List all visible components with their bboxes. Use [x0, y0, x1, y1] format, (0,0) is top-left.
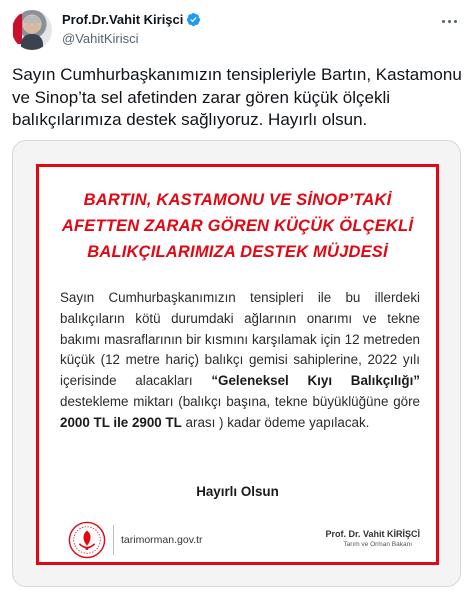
body-end: arası ) kadar ödeme yapılacak.: [181, 414, 370, 430]
tweet-header: [12, 10, 461, 50]
body-middle: destekleme miktarı (balıkçı başına, tekne büyüklüğüne göre: [60, 393, 420, 409]
tweet-text: Sayın Cumhurbaşkanımızın tensipleriyle Bartın, Kastamonu ve Sinop’ta sel afetinden zarar gören küçük ölçekli balıkçılarımıza destek sağlıyoruz. Hayırlı olsun.: [12, 65, 462, 129]
announcement-card: [36, 164, 439, 565]
ministry-seal-icon: [68, 521, 106, 559]
signature-name: Prof. Dr. Vahit KİRİŞCİ: [325, 529, 420, 539]
signature-title: Tarım ve Orman Bakanı: [343, 541, 412, 548]
footer-divider: [113, 525, 114, 555]
support-amount: 2000 TL ile 2900 TL: [60, 414, 182, 430]
headline-line: AFETTEN ZARAR GÖREN KÜÇÜK ÖLÇEKLİ: [61, 217, 414, 235]
greeting: Hayırlı Olsun: [196, 484, 279, 499]
program-name: “Geleneksel Kıyı Balıkçılığı”: [211, 373, 420, 389]
announcement-body: [60, 288, 420, 434]
headline-line: BALIKÇILARIMIZA DESTEK MÜJDESİ: [87, 243, 388, 261]
author-name-row[interactable]: [62, 12, 201, 27]
ministry-website: tarimorman.gov.tr: [121, 534, 203, 546]
avatar[interactable]: [12, 10, 52, 50]
announcement-headline: [39, 187, 436, 265]
body-intro: Sayın Cumhurbaşkanımızın tensipleri ile bu illerdeki balıkçıların kötü durumdaki ağlarının onarımı ve tekne bakımı masraflarının bir kısmını karşılamak için 12 metreden küçük (12 metre hariç) balıkçı gemisi sahiplerine, 2022 yılı içerisinde alacakları: [60, 290, 420, 389]
more-options-icon[interactable]: [439, 16, 459, 26]
headline-line: BARTIN, KASTAMONU VE SİNOP’TAKİ: [83, 191, 392, 209]
tweet-media[interactable]: [12, 140, 461, 587]
author-handle[interactable]: @VahitKirisci: [62, 31, 139, 46]
verified-badge-icon: [186, 12, 201, 27]
author-display-name[interactable]: Prof.Dr.Vahit Kirişci: [62, 12, 184, 27]
